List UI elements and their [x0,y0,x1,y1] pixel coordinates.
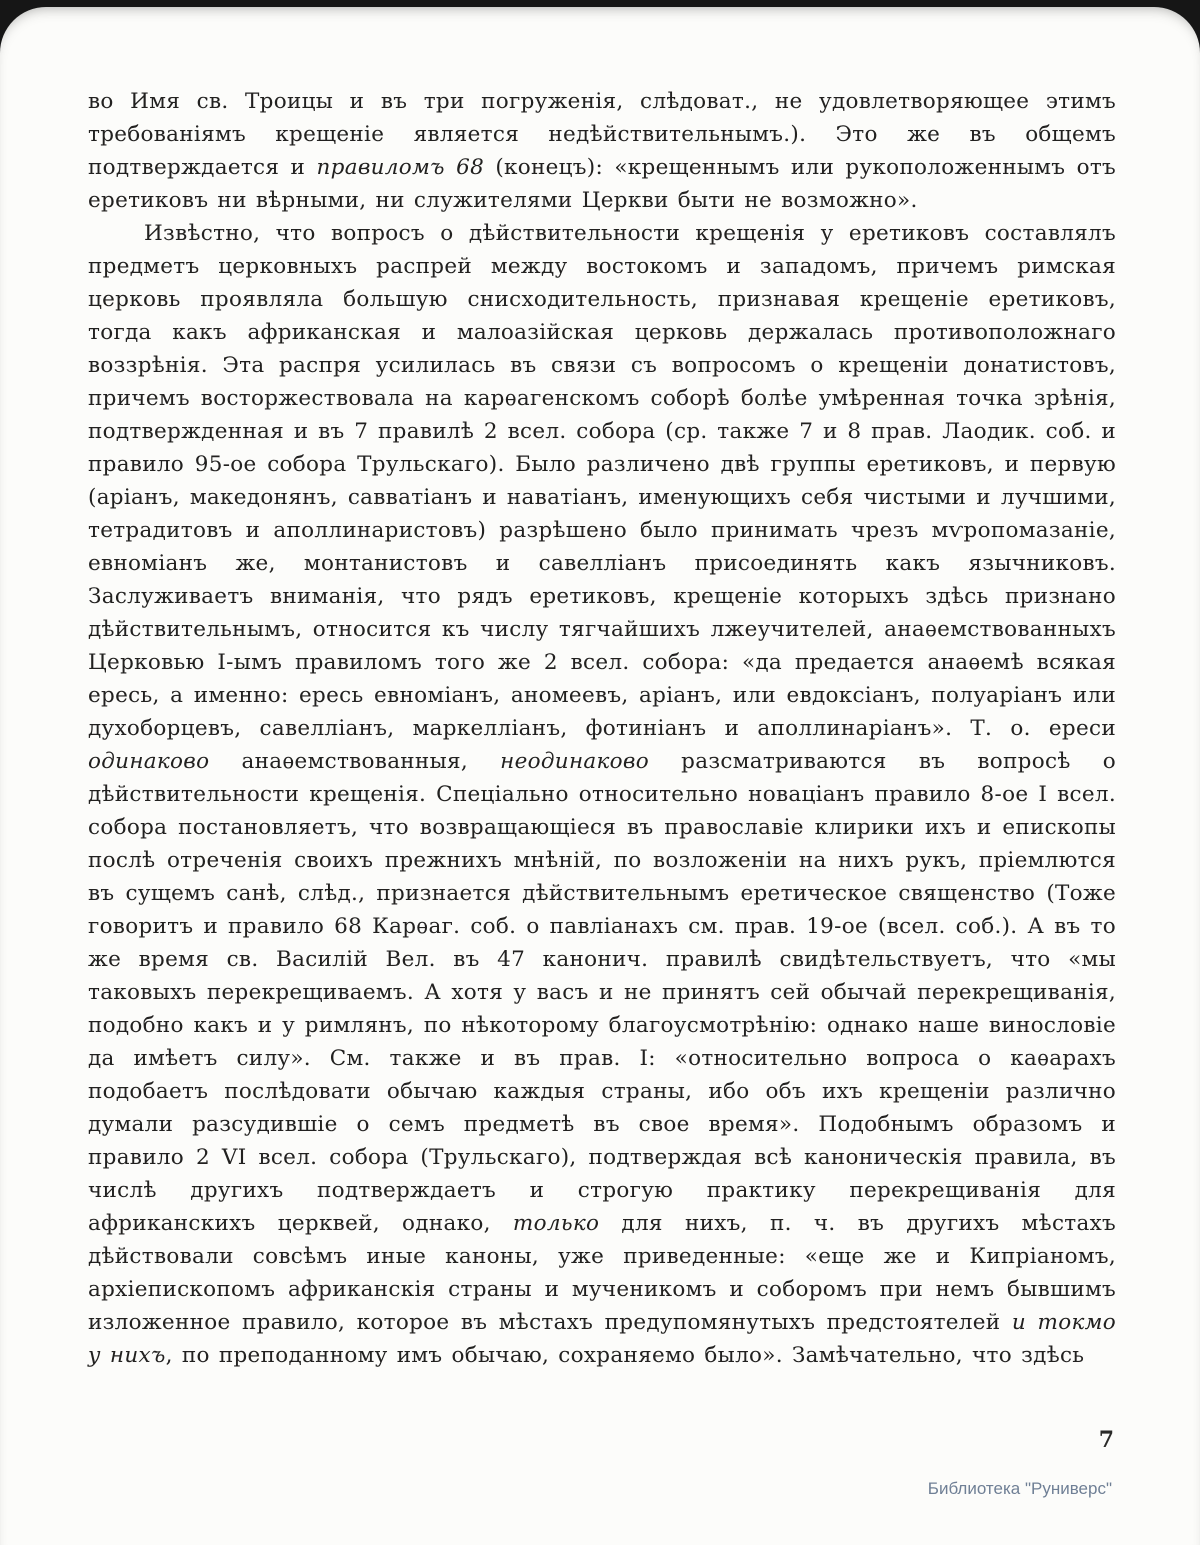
page-number: 7 [1098,1427,1114,1453]
text-run: анаѳемствованныя, [209,749,501,774]
text-run: во Имя св. Троицы и въ три погруженія, слѣдоват., не удовлетворяющее этимъ требованіямъ крещеніе является недѣйствительнымъ.). Это же въ общемъ подтверждается и [88,89,1116,180]
italic-text-run: только [512,1211,600,1236]
italic-text-run: и токмо у нихъ [88,1310,1116,1368]
text-block [88,85,1116,1372]
italic-text-run: правиломъ 68 [316,155,485,180]
text-run: для нихъ, п. ч. въ другихъ мѣстахъ дѣйствовали совсѣмъ иные каноны, уже приведенные: «еще же и Кипріаномъ, архіепископомъ африканскія страны и мученикомъ и соборомъ при немъ бывшимъ изложенное правило, которое въ мѣстахъ предупомянутыхъ предстоятелей [88,1211,1117,1335]
paragraph [88,85,1116,217]
scanned-book-page [0,7,1200,1545]
italic-text-run: одинаково [88,749,210,774]
library-watermark: Библиотека "Руниверс" [927,1479,1112,1498]
text-run: (конецъ): «крещеннымъ или рукоположеннымъ отъ еретиковъ ни вѣрными, ни служителями Церкви быти не возможно». [88,155,1116,213]
italic-text-run: неодинаково [500,749,649,774]
paragraph [88,217,1116,1372]
text-run: разсматриваются въ вопросѣ о дѣйствительности крещенія. Спеціально относительно новаціанъ правило 8-ое I всел. собора постановляетъ, что возвращающіеся въ православіе клирики ихъ и епископы послѣ отреченія своихъ прежнихъ мнѣній, по возложеніи на нихъ рукъ, пріемлются въ сущемъ санѣ, слѣд., признается дѣйствительнымъ еретическое священство (Тоже говоритъ и правило 68 Карѳаг. соб. о павліанахъ см. прав. 19-ое (всел. соб.). А въ то же время св. Василій Вел. въ 47 канонич. правилѣ свидѣтельствуетъ, что «мы таковыхъ перекрещиваемъ. А хотя у васъ и не принятъ сей обычай перекрещиванія, подобно какъ и у римлянъ, по нѣкоторому благоусмотрѣнію: однако наше винословіе да имѣетъ силу». См. также и въ прав. I: «относительно вопроса о каѳарахъ подобаетъ послѣдовати обычаю каждыя страны, ибо объ ихъ крещеніи различно думали разсудившіе о семъ предметѣ въ свое время». Подобнымъ образомъ и правило 2 VI всел. собора (Трульскаго), подтверждая всѣ каноническія правила, въ числѣ другихъ подтверждаетъ и строгую практику перекрещиванія для африканскихъ церквей, однако, [88,749,1117,1236]
text-run: , по преподанному имъ обычаю, сохраняемо было». Замѣчательно, что здѣсь [165,1343,1085,1368]
text-run: Извѣстно, что вопросъ о дѣйствительности крещенія у еретиковъ составлялъ предметъ церковныхъ распрей между востокомъ и западомъ, причемъ римская церковь проявляла большую снисходительность, признавая крещеніе еретиковъ, тогда какъ африканская и малоазійская церковь держалась противоположнаго воззрѣнія. Эта распря усилилась въ связи съ вопросомъ о крещеніи донатистовъ, причемъ восторжествовала на карѳагенскомъ соборѣ болѣе умѣренная точка зрѣнія, подтвержденная и въ 7 правилѣ 2 всел. собора (ср. также 7 и 8 прав. Лаодик. соб. и правило 95-ое собора Трульскаго). Было различено двѣ группы еретиковъ, и первую (аріанъ, македонянъ, савватіанъ и наватіанъ, именующихъ себя чистыми и лучшими, тетрадитовъ и аполлинаристовъ) разрѣшено было принимать чрезъ мѵропомазаніе, евноміанъ же, монтанистовъ и савелліанъ присоединять какъ язычниковъ. Заслуживаетъ вниманія, что рядъ еретиковъ, крещеніе которыхъ здѣсь признано дѣйствительнымъ, относится къ числу тягчайшихъ лжеучителей, анаѳемствованныхъ Церковью I-ымъ правиломъ того же 2 всел. собора: «да предается анаѳемѣ всякая ересь, а именно: ересь евноміанъ, аномеевъ, аріанъ, или евдоксіанъ, полуаріанъ или духоборцевъ, савелліанъ, маркелліанъ, фотиніанъ и аполлинаріанъ». Т. о. ереси [88,221,1116,741]
